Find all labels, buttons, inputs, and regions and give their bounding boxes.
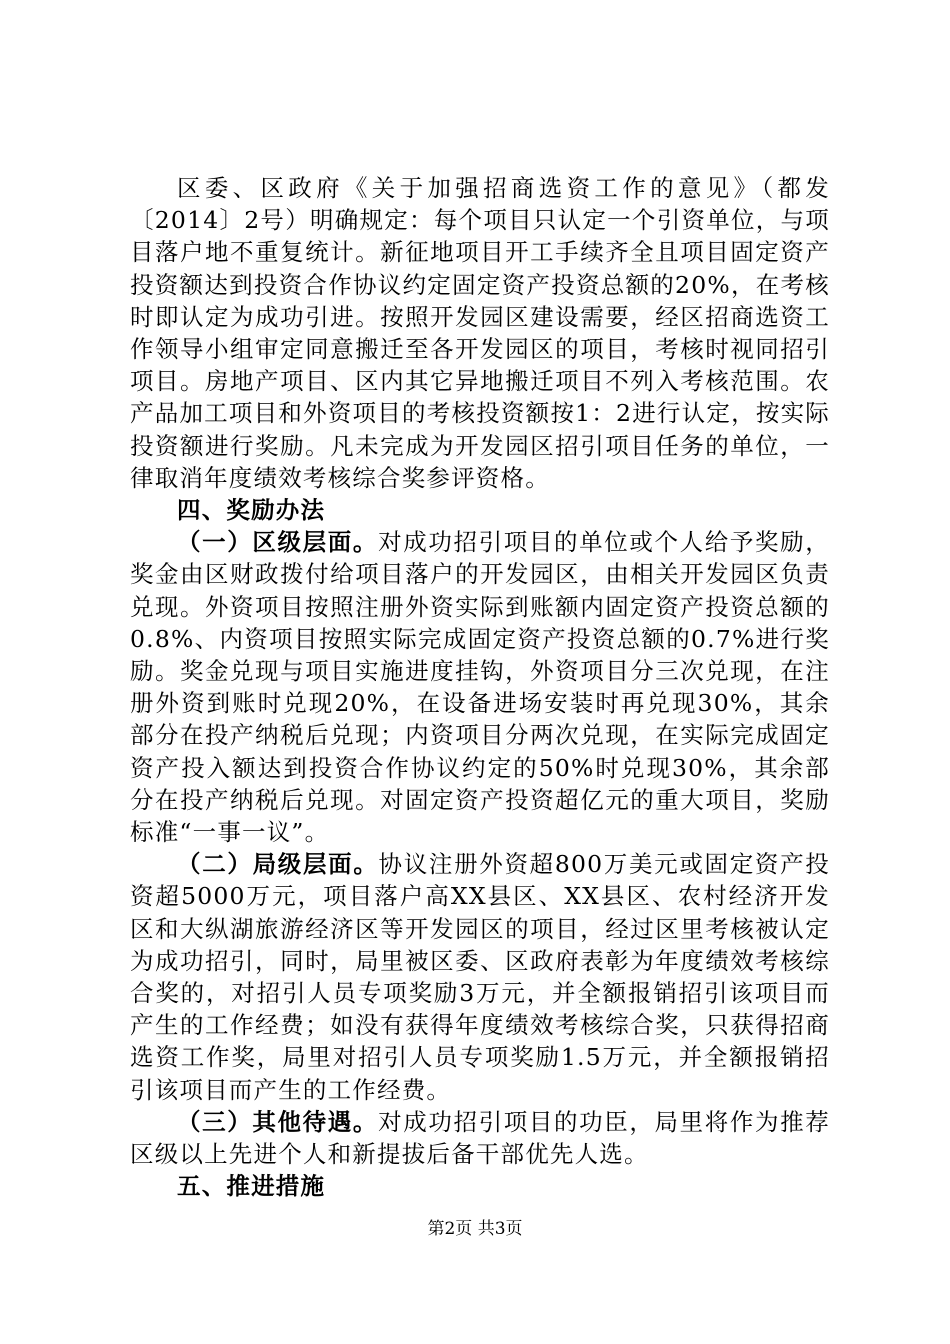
section-heading-measures: 五、推进措施 bbox=[177, 1172, 326, 1201]
paragraph-bureau-level-text: 协议注册外资超800万美元或固定资产投资超5000万元，项目落户高XX县区、XX县区、农村经济开发区和大纵湖旅游经济区等开发园区的项目，经过区里考核被认定为成功招引，同时，局里被区委、区政府表彰为年度绩效考核综合奖的，对招引人员专项奖励3万元，并全额报销招引该项目而产生的工作经费；如没有获得年度绩效考核综合奖，只获得招商选资工作奖，局里对招引人员专项奖励1.5万元，并全额报销招引该项目而产生的工作经费。 bbox=[130, 850, 831, 1104]
paragraph-other-benefits-text: 对成功招引项目的功臣，局里将作为推荐区级以上先进个人和新提拔后备干部优先人选。 bbox=[130, 1107, 830, 1169]
section-heading-rewards: 四、奖励办法 bbox=[177, 496, 326, 525]
paragraph-other-benefits bbox=[130, 1106, 830, 1170]
paragraph-bureau-level-lead: （二）局级层面。 bbox=[177, 850, 379, 879]
paragraph-district-level-text: 对成功招引项目的单位或个人给予奖励，奖金由区财政拨付给项目落户的开发园区，由相关开发园区负责兑现。外资项目按照注册外资实际到账额内固定资产投资总额的0.8%、内资项目按照实际完成固定资产投资总额的0.7%进行奖励。奖金兑现与项目实施进度挂钩，外资项目分三次兑现，在注册外资到账时兑现20%，在设备进场安装时再兑现30%，其余部分在投产纳税后兑现；内资项目分两次兑现，在实际完成固定资产投入额达到投资合作协议约定的50%时兑现30%，其余部分在投产纳税后兑现。对固定资产投资超亿元的重大项目，奖励标准“一事一议”。 bbox=[130, 528, 830, 847]
paragraph-policy bbox=[130, 172, 830, 494]
paragraph-other-benefits-lead: （三）其他待遇。 bbox=[177, 1107, 379, 1136]
paragraph-district-level bbox=[130, 526, 830, 848]
page-footer: 第2页 共3页 bbox=[427, 1219, 523, 1239]
paragraph-policy-text: 区委、区政府《关于加强招商选资工作的意见》（都发〔2014〕2号）明确规定：每个项目只认定一个引资单位，与项目落户地不重复统计。新征地项目开工手续齐全且项目固定资产投资额达到投资合作协议约定固定资产投资总额的20%，在考核时即认定为成功引进。按照开发园区建设需要，经区招商选资工作领导小组审定同意搬迁至各开发园区的项目，考核时视同招引项目。房地产项目、区内其它异地搬迁项目不列入考核范围。农产品加工项目和外资项目的考核投资额按1：2进行认定，按实际投资额进行奖励。凡未完成为开发园区招引项目任务的单位，一律取消年度绩效考核综合奖参评资格。 bbox=[130, 174, 830, 492]
paragraph-district-level-lead: （一）区级层面。 bbox=[177, 528, 379, 557]
paragraph-bureau-level bbox=[130, 848, 830, 1106]
document-body bbox=[130, 172, 830, 1203]
